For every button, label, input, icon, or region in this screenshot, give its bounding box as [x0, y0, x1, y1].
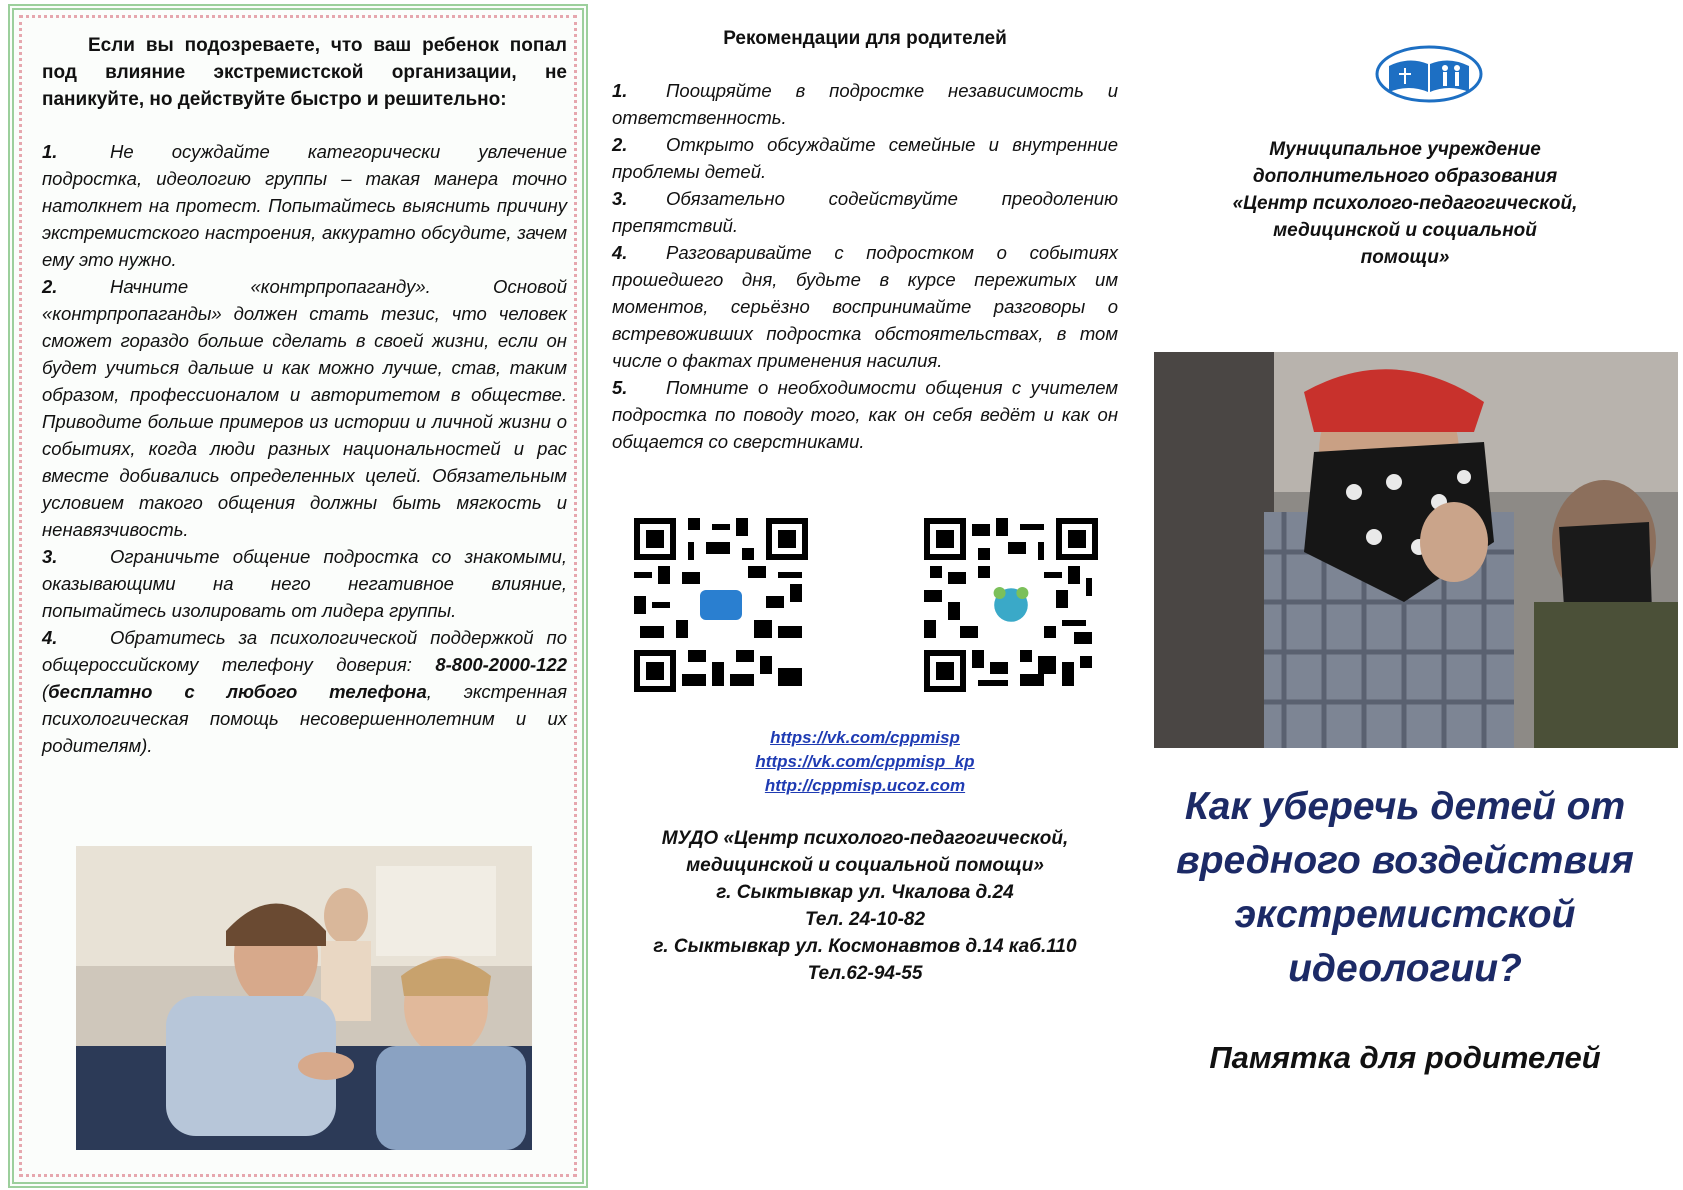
parent-teen-photo [76, 846, 532, 1150]
recommendations-list [612, 77, 1118, 455]
list-item: 1. Не осуждайте категорически увлечение подростка, идеологию группы – такая манера точно натолкнет на протест. Попытайтесь выяснить причину экстремистского настроения, аккуратно обсудите, зачем ему это нужно. [42, 141, 567, 270]
masked-youth-photo [1154, 352, 1678, 748]
address-line: Тел.62-94-55 [807, 963, 923, 984]
list-item: 3. Обязательно содействуйте преодолению препятствий. [612, 188, 1118, 236]
main-title: Как уберечь детей от вредного воздействия экстремистской идеологии? [1176, 785, 1634, 990]
list-item: 4. Разговаривайте с подростком о событиях прошедшего дня, будьте в курсе пережитых им моментов, серьёзно воспринимайте разговоры о встревоживших подростка обстоятельствах, в том числе о фактах применения насилия. [612, 242, 1118, 371]
list-item: 3. Ограничьте общение подростка со знакомыми, оказывающими на него негативное влияние, попытайтесь изолировать от лидера группы. [42, 546, 567, 621]
helpline-phone: 8-800-2000-122 [435, 654, 567, 675]
address-line: МУДО «Центр психолого-педагогической, [661, 828, 1069, 849]
middle-panel [612, 28, 1118, 455]
organization-name: Муниципальное учреждение дополнительного образования «Центр психолого-педагогической, медицинской и социальной помощи» [1232, 139, 1578, 268]
list-item: 2. Начните «контрпропаганду». Основой «контрпропаганды» должен стать тезис, что человек сможет гораздо больше сделать в своей жизни, если он будет учиться дальше и как можно лучше, став, таким образом, профессионалом и авторитетом в обществе. Приводите больше примеров из истории и личной жизни о событиях, когда люди разных национальностей и рас вместе добивались определенных целей. Обязательным условием такого общения должны быть мягкость и ненавязчивость. [42, 276, 567, 540]
list-item: 4. Обратитесь за психологической поддержкой по общероссийскому телефону доверия: 8-800-2000-122 (бесплатно с любого телефона, экстренная психологическая помощь несовершеннолетним и их родителям). [42, 627, 567, 756]
intro-text: Если вы подозреваете, что ваш ребенок попал под влияние экстремистской организации, не паникуйте, но действуйте быстро и решительно: [42, 35, 567, 110]
address-line: Тел. 24-10-82 [804, 909, 926, 930]
contact-address [612, 825, 1118, 987]
recommendations-title: Рекомендации для родителей [723, 28, 1007, 49]
list-item: 2. Открыто обсуждайте семейные и внутренние проблемы детей. [612, 134, 1118, 182]
website-link[interactable]: http://cppmisp.ucoz.com [764, 776, 966, 795]
list-item: 1. Поощряйте в подростке независимость и ответственность. [612, 80, 1118, 128]
book-logo-icon [1375, 44, 1483, 104]
vk-link[interactable]: https://vk.com/cppmisp [770, 728, 960, 747]
list-item: 5. Помните о необходимости общения с учителем подростка по поводу того, как он себя ведёт и как он общается со сверстниками. [612, 377, 1118, 452]
left-panel [8, 4, 588, 1188]
vk-kp-link[interactable]: https://vk.com/cppmisp_kp [755, 752, 975, 771]
qr-code-vk-kp[interactable] [924, 518, 1098, 692]
action-list [42, 138, 567, 759]
helpline-free-note: бесплатно с любого телефона [48, 681, 427, 702]
address-line: г. Сыктывкар ул. Чкалова д.24 [716, 882, 1014, 903]
qr-code-vk[interactable] [634, 518, 808, 692]
address-line: медицинской и социальной помощи» [686, 855, 1044, 876]
address-line: г. Сыктывкар ул. Космонавтов д.14 каб.110 [653, 936, 1077, 957]
links-block [612, 726, 1118, 798]
subtitle: Памятка для родителей [1209, 1040, 1601, 1075]
